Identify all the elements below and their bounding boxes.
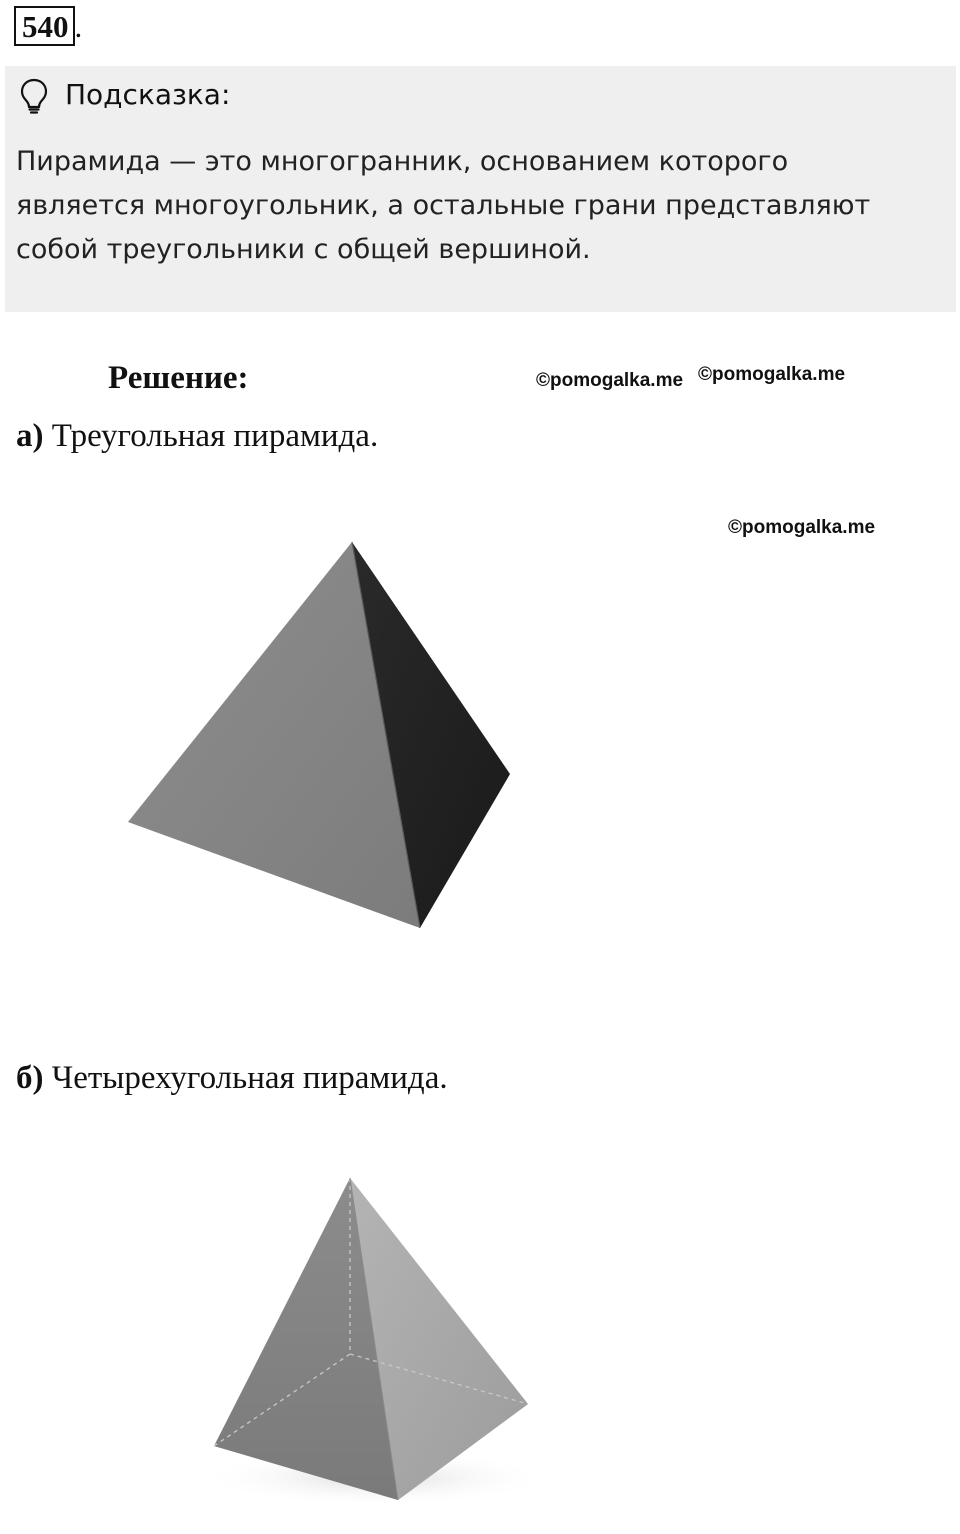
quadrangular-pyramid-figure: [180, 1160, 560, 1530]
watermark: ©pomogalka.me: [698, 364, 846, 385]
lightbulb-icon: [19, 78, 49, 114]
hint-title: Подсказка:: [65, 78, 231, 111]
watermark: ©pomogalka.me: [536, 370, 684, 391]
hint-line: Пирамида — это многогранник, основанием которого: [16, 146, 789, 177]
part-a-label: [16, 418, 378, 455]
problem-number-dot: .: [74, 9, 83, 44]
triangular-pyramid-figure: [0, 520, 560, 950]
hint-line: является многоугольник, а остальные грани представляют: [16, 190, 871, 221]
part-a-letter: а): [16, 418, 44, 454]
part-b-text: Четырехугольная пирамида.: [43, 1060, 448, 1096]
part-b-letter: б): [16, 1060, 44, 1096]
hint-box: [5, 66, 956, 312]
hint-line: собой треугольники с общей вершиной.: [16, 234, 591, 265]
watermark: ©pomogalka.me: [728, 517, 876, 538]
problem-number: [14, 6, 82, 46]
part-b-label: [16, 1060, 448, 1097]
solution-heading: Решение:: [108, 360, 249, 396]
problem-number-box: 540: [14, 6, 75, 46]
hint-text: [16, 140, 936, 272]
part-a-text: Треугольная пирамида.: [43, 418, 379, 454]
